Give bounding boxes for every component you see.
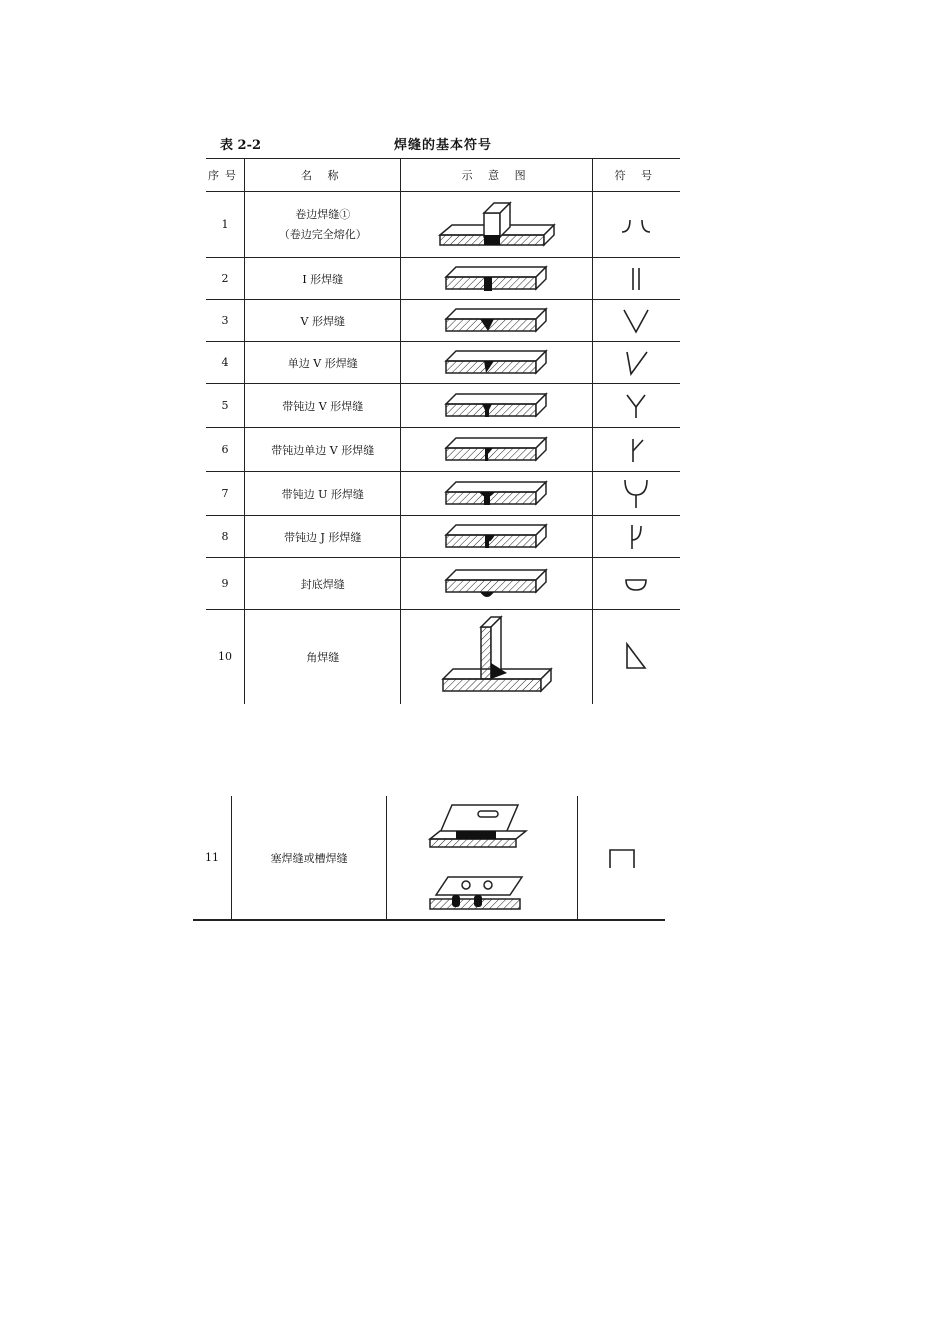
row-name: 带钝边 J 形焊缝 (245, 516, 401, 558)
header-symbol: 符 号 (592, 159, 680, 192)
table-title: 焊缝的基本符号 (394, 138, 493, 153)
flanged-weld-symbol-icon (592, 192, 680, 258)
fillet-weld-diagram-icon (401, 610, 592, 704)
table-row (206, 428, 680, 472)
single-bevel-weld-diagram-icon (401, 342, 592, 384)
row-name: 带钝边 U 形焊缝 (245, 472, 401, 516)
table-row (206, 516, 680, 558)
table-row (206, 472, 680, 516)
y-weld-diagram-icon (401, 384, 592, 428)
u-weld-diagram-icon (401, 472, 592, 516)
v-weld-diagram-icon (401, 300, 592, 342)
row-name (245, 192, 401, 258)
row-name: 封底焊缝 (245, 558, 401, 610)
y-weld-symbol-icon (592, 384, 680, 428)
row-name: 塞焊缝或槽焊缝 (231, 796, 387, 920)
row-seq: 1 (206, 192, 245, 258)
row-name: 角焊缝 (245, 610, 401, 704)
table-number: 表 2-2 (220, 138, 262, 153)
table-caption (206, 134, 680, 156)
table-row (193, 796, 665, 920)
row-name: I 形焊缝 (245, 258, 401, 300)
fillet-weld-symbol-icon (592, 610, 680, 704)
row-seq: 8 (206, 516, 245, 558)
table-row (206, 558, 680, 610)
flanged-weld-diagram-icon (401, 192, 592, 258)
header-row (206, 159, 680, 192)
row-name: V 形焊缝 (245, 300, 401, 342)
table-row (206, 258, 680, 300)
j-weld-symbol-icon (592, 516, 680, 558)
row-name: 单边 V 形焊缝 (245, 342, 401, 384)
j-weld-diagram-icon (401, 516, 592, 558)
single-bevel-weld-symbol-icon (592, 342, 680, 384)
backing-weld-symbol-icon (592, 558, 680, 610)
table-row (206, 610, 680, 704)
table-row (206, 192, 680, 258)
weld-symbol-table-continued (193, 796, 665, 921)
header-name: 名 称 (245, 159, 401, 192)
row-name: 带钝边单边 V 形焊缝 (245, 428, 401, 472)
header-seq: 序号 (206, 159, 245, 192)
row-name: 带钝边 V 形焊缝 (245, 384, 401, 428)
row-seq: 5 (206, 384, 245, 428)
row-seq: 4 (206, 342, 245, 384)
row-name-line1: 卷边焊缝① (295, 207, 351, 221)
plug-slot-weld-diagram-icon (387, 796, 578, 920)
single-bevel-root-face-diagram-icon (401, 428, 592, 472)
plug-slot-weld-symbol-icon (578, 796, 665, 920)
u-weld-symbol-icon (592, 472, 680, 516)
backing-weld-diagram-icon (401, 558, 592, 610)
row-seq: 11 (193, 796, 231, 920)
row-seq: 2 (206, 258, 245, 300)
row-seq: 9 (206, 558, 245, 610)
single-bevel-root-face-symbol-icon (592, 428, 680, 472)
table-row (206, 342, 680, 384)
weld-symbol-table (206, 158, 680, 704)
row-seq: 6 (206, 428, 245, 472)
table-row (206, 300, 680, 342)
row-seq: 10 (206, 610, 245, 704)
header-diagram: 示 意 图 (401, 159, 592, 192)
row-name-line2: （卷边完全熔化） (278, 227, 367, 241)
v-weld-symbol-icon (592, 300, 680, 342)
table-row (206, 384, 680, 428)
square-weld-symbol-icon (592, 258, 680, 300)
row-seq: 7 (206, 472, 245, 516)
square-weld-diagram-icon (401, 258, 592, 300)
row-seq: 3 (206, 300, 245, 342)
